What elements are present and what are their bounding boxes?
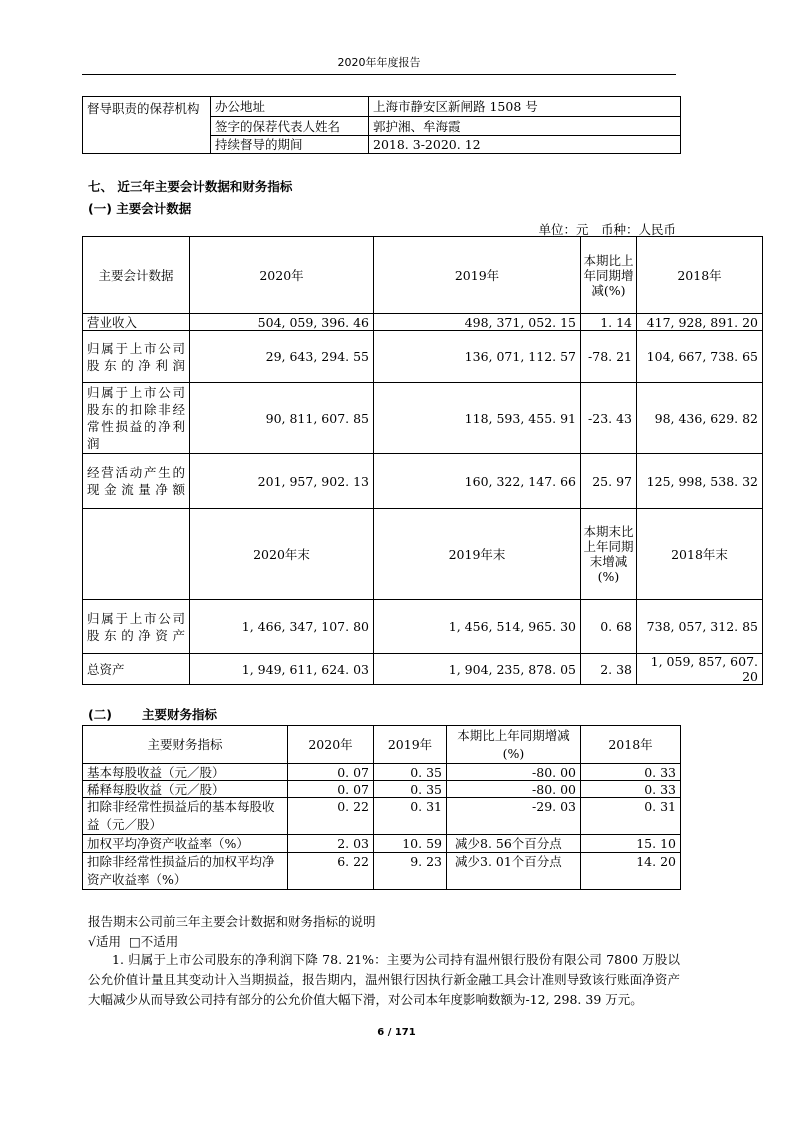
row-label: 扣除非经常性损益后的基本每股收益（元／股） (83, 798, 288, 835)
value-cell: -80. 00 (447, 764, 581, 781)
value-cell: 2. 38 (581, 654, 637, 685)
header-cell: 本期末比上年同期末增减(%) (581, 509, 637, 600)
applicability-checks (88, 932, 178, 950)
value-cell: 14. 20 (581, 853, 681, 890)
header-divider (82, 74, 676, 75)
row-label: 经营活动产生的现金流量净额 (83, 454, 190, 509)
value-cell: 160, 322, 147. 66 (374, 454, 581, 509)
row-label: 稀释每股收益（元／股） (83, 781, 288, 798)
value-cell: 1, 904, 235, 878. 05 (374, 654, 581, 685)
table-header-row (83, 509, 763, 600)
value-cell: -23. 43 (581, 383, 637, 454)
header-cell: 2019年 (374, 726, 447, 764)
row-label: 加权平均净资产收益率（%） (83, 835, 288, 853)
value-cell: 0. 68 (581, 600, 637, 654)
row-label: 归属于上市公司股东的扣除非经常性损益的净利润 (83, 383, 190, 454)
table-row (83, 654, 763, 685)
value-cell: 9. 23 (374, 853, 447, 890)
sponsor-label: 督导职责的保荐机构 (83, 97, 211, 154)
header-cell: 2020年 (190, 237, 374, 314)
section-title: 七、 近三年主要会计数据和财务指标 (88, 179, 293, 194)
table-row (83, 454, 763, 509)
value-cell: 2. 03 (288, 835, 374, 853)
value-cell: 118, 593, 455. 91 (374, 383, 581, 454)
value-cell: 1, 466, 347, 107. 80 (190, 600, 374, 654)
header-cell: 主要会计数据 (83, 237, 190, 314)
header-cell: 2020年末 (190, 509, 374, 600)
value-cell: 98, 436, 629. 82 (637, 383, 763, 454)
sponsor-key: 持续督导的期间 (211, 136, 369, 154)
value-cell: 15. 10 (581, 835, 681, 853)
table-row (83, 383, 763, 454)
table-header-row (83, 726, 681, 764)
note-paragraph: 1. 归属于上市公司股东的净利润下降 78. 21%：主要为公司持有温州银行股份有限公司 7800 万股以公允价值计量且其变动计入当期损益，报告期内，温州银行因执行新金融工具会计准则导致该行账面净资产大幅减少从而导致公司持有部分的公允价值大幅下滑，对公司本年度影响数额为-12, 298. 39 万元。 (88, 952, 680, 1007)
financial-indicators-table (82, 725, 681, 890)
value-cell: -29. 03 (447, 798, 581, 835)
check-applicable: √适用 (88, 934, 121, 949)
table-header-row (83, 237, 763, 314)
value-cell: -78. 21 (581, 331, 637, 383)
table-row (83, 781, 681, 798)
value-cell: 136, 071, 112. 57 (374, 331, 581, 383)
subsection-title-2 (88, 705, 217, 723)
accounting-data-table (82, 236, 763, 685)
value-cell: 1, 059, 857, 607. 20 (637, 654, 763, 685)
report-header: 2020年年度报告 (337, 56, 421, 69)
value-cell: 29, 643, 294. 55 (190, 331, 374, 383)
table-row (83, 853, 681, 890)
value-cell: 90, 811, 607. 85 (190, 383, 374, 454)
header-cell: 2018年 (637, 237, 763, 314)
value-cell: 1. 14 (581, 314, 637, 331)
table-row (83, 600, 763, 654)
value-cell: 减少3. 01个百分点 (447, 853, 581, 890)
header-cell: 2018年末 (637, 509, 763, 600)
value-cell: 417, 928, 891. 20 (637, 314, 763, 331)
table-row (83, 798, 681, 835)
header-cell: 2018年 (581, 726, 681, 764)
header-cell (83, 509, 190, 600)
value-cell: 0. 35 (374, 781, 447, 798)
value-cell: 0. 33 (581, 764, 681, 781)
header-cell: 主要财务指标 (83, 726, 288, 764)
page-number: 6 / 171 (377, 1027, 416, 1038)
value-cell: 125, 998, 538. 32 (637, 454, 763, 509)
row-label: 扣除非经常性损益后的加权平均净资产收益率（%） (83, 853, 288, 890)
header-cell: 2020年 (288, 726, 374, 764)
row-label: 归属于上市公司股东的净资产 (83, 600, 190, 654)
header-cell: 2019年 (374, 237, 581, 314)
value-cell: 25. 97 (581, 454, 637, 509)
table-row (83, 835, 681, 853)
subsection-number: (二) (88, 707, 112, 722)
subsection-title: (一) 主要会计数据 (88, 201, 192, 216)
value-cell: 498, 371, 052. 15 (374, 314, 581, 331)
value-cell: 0. 07 (288, 764, 374, 781)
sponsor-table (82, 96, 681, 154)
table-row (83, 331, 763, 383)
row-label: 基本每股收益（元／股） (83, 764, 288, 781)
sponsor-key: 办公地址 (211, 97, 369, 117)
value-cell: 0. 35 (374, 764, 447, 781)
table-row (83, 314, 763, 331)
value-cell: 504, 059, 396. 46 (190, 314, 374, 331)
sponsor-value: 上海市静安区新闸路 1508 号 (369, 97, 681, 117)
value-cell: 减少8. 56个百分点 (447, 835, 581, 853)
value-cell: 1, 949, 611, 624. 03 (190, 654, 374, 685)
unit-note: 单位：元 币种：人民币 (538, 222, 676, 237)
value-cell: -80. 00 (447, 781, 581, 798)
value-cell: 0. 33 (581, 781, 681, 798)
value-cell: 0. 22 (288, 798, 374, 835)
header-cell: 本期比上年同期增减(%) (447, 726, 581, 764)
header-cell: 2019年末 (374, 509, 581, 600)
value-cell: 0. 07 (288, 781, 374, 798)
value-cell: 738, 057, 312. 85 (637, 600, 763, 654)
value-cell: 201, 957, 902. 13 (190, 454, 374, 509)
value-cell: 0. 31 (374, 798, 447, 835)
sponsor-key: 签字的保荐代表人姓名 (211, 117, 369, 136)
table-row (83, 764, 681, 781)
row-label: 营业收入 (83, 314, 190, 331)
header-cell: 本期比上年同期增减(%) (581, 237, 637, 314)
value-cell: 1, 456, 514, 965. 30 (374, 600, 581, 654)
note-title: 报告期末公司前三年主要会计数据和财务指标的说明 (88, 914, 376, 929)
value-cell: 6. 22 (288, 853, 374, 890)
sponsor-value: 2018. 3-2020. 12 (369, 136, 681, 154)
check-not-applicable: □不适用 (128, 934, 179, 949)
value-cell: 104, 667, 738. 65 (637, 331, 763, 383)
sponsor-value: 郭护湘、牟海霞 (369, 117, 681, 136)
row-label: 归属于上市公司股东的净利润 (83, 331, 190, 383)
value-cell: 0. 31 (581, 798, 681, 835)
subsection-label: 主要财务指标 (141, 707, 217, 722)
row-label: 总资产 (83, 654, 190, 685)
value-cell: 10. 59 (374, 835, 447, 853)
